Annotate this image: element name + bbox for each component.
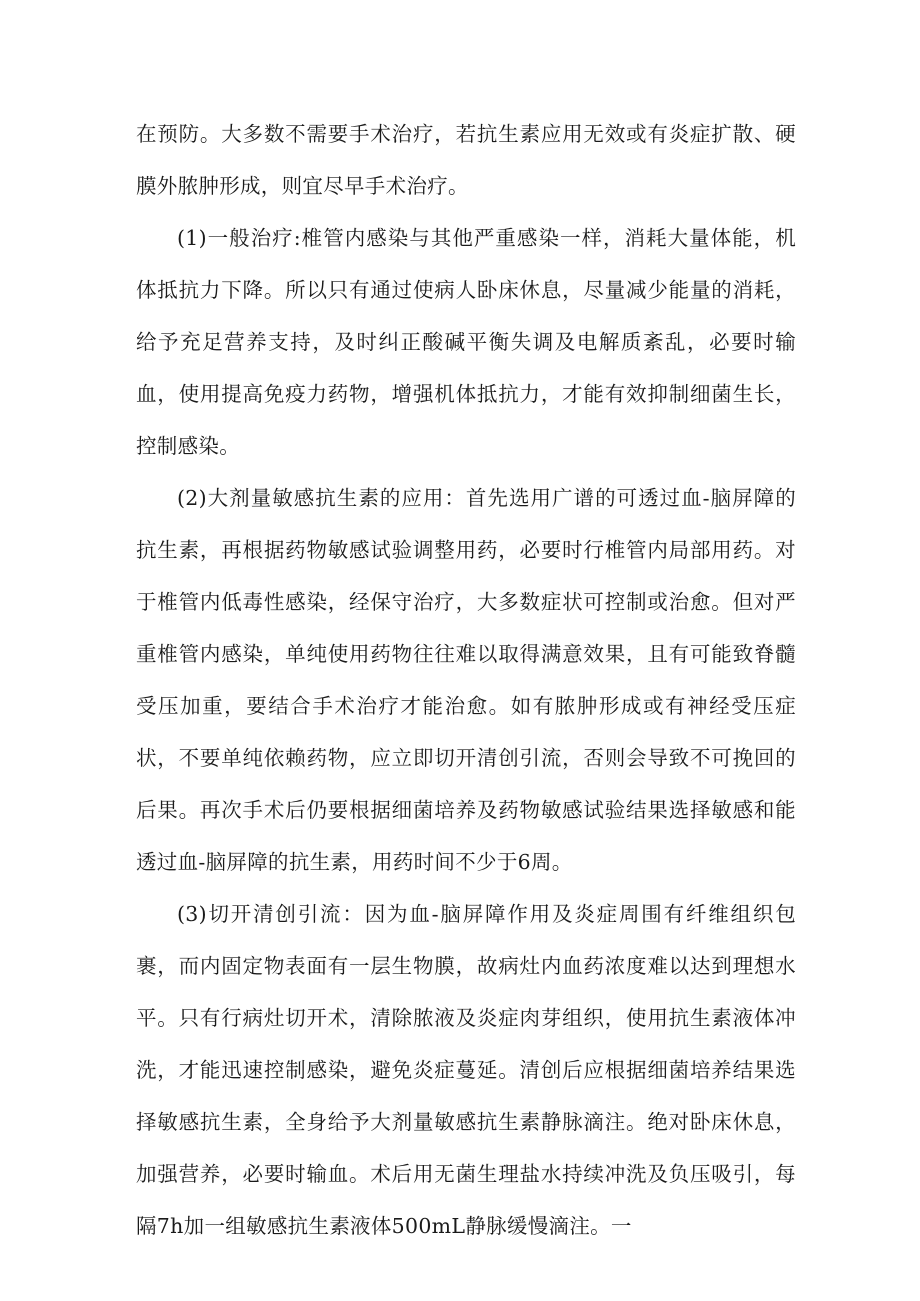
- paragraph-debridement: (3)切开清创引流：因为血-脑屏障作用及炎症周围有纤维组织包裹，而内固定物表面有一层生物膜，故病灶内血药浓度难以达到理想水平。只有行病灶切开术，清除脓液及炎症肉芽组织，使用抗生素液体冲洗，才能迅速控制感染，避免炎症蔓延。清创后应根据细菌培养结果选择敏感抗生素，全身给予大剂量敏感抗生素静脉滴注。绝对卧床休息，加强营养，必要时输血。术后用无菌生理盐水持续冲洗及负压吸引，每隔7h加一组敏感抗生素液体500mL静脉缓慢滴注。一: [136, 902, 796, 1238]
- paragraph-antibiotics: (2)大剂量敏感抗生素的应用：首先选用广谱的可透过血-脑屏障的抗生素，再根据药物敏感试验调整用药，必要时行椎管内局部用药。对于椎管内低毒性感染，经保守治疗，大多数症状可控制或治愈。但对严重椎管内感染，单纯使用药物往往难以取得满意效果，且有可能致脊髓受压加重，要结合手术治疗才能治愈。如有脓肿形成或有神经受压症状，不要单纯依赖药物，应立即切开清创引流，否则会导致不可挽回的后果。再次手术后仍要根据细菌培养及药物敏感试验结果选择敏感和能透过血-脑屏障的抗生素，用药时间不少于6周。: [136, 486, 796, 874]
- document-body: [136, 108, 796, 1252]
- paragraph-continuation: 在预防。大多数不需要手术治疗，若抗生素应用无效或有炎症扩散、硬膜外脓肿形成，则宜尽早手术治疗。: [136, 122, 796, 198]
- paragraph-general-treatment: (1)一般治疗:椎管内感染与其他严重感染一样，消耗大量体能，机体抵抗力下降。所以只有通过使病人卧床休息，尽量减少能量的消耗，给予充足营养支持，及时纠正酸碱平衡失调及电解质紊乱，必要时输血，使用提高免疫力药物，增强机体抵抗力，才能有效抑制细菌生长，控制感染。: [136, 226, 796, 458]
